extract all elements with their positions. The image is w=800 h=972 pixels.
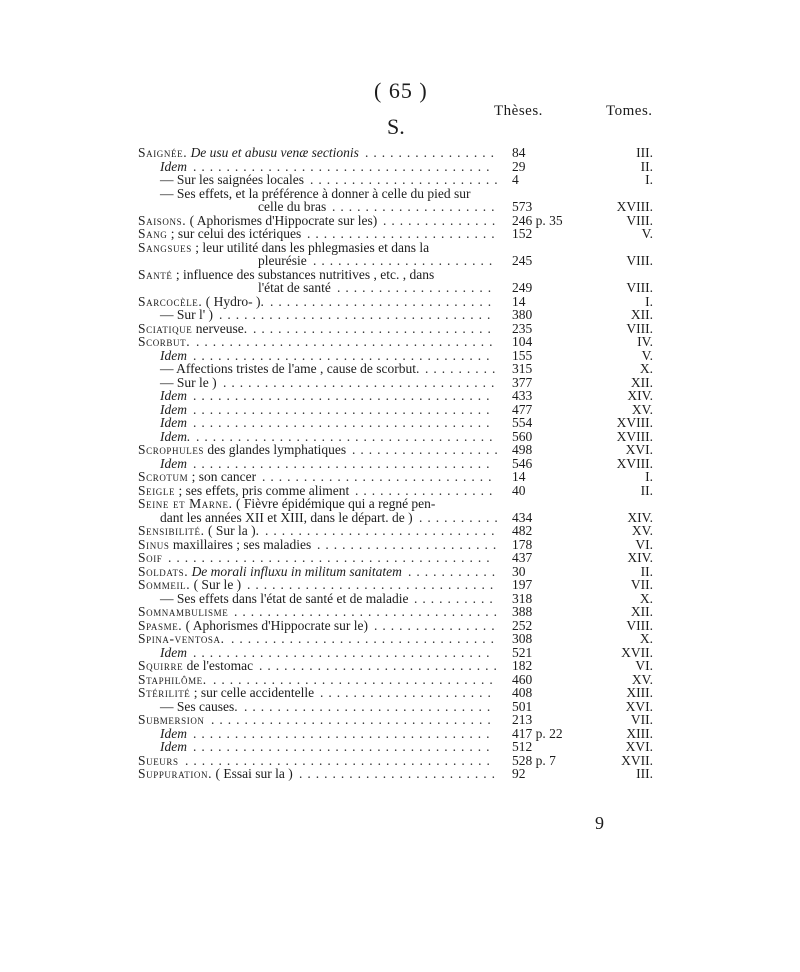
entry-text: — Sur l' ) [160,307,214,322]
entry-label [138,241,429,255]
thesis-number: 546 [512,455,533,471]
tome-number: XVIII. [616,455,653,471]
entry-heading: Somnambulisme [138,604,229,619]
index-entry [138,308,678,322]
leader-dots: .............................. [244,699,496,713]
index-entry [138,214,678,228]
entry-label [160,362,419,376]
entry-label [138,470,256,484]
index-entry [138,173,678,187]
thesis-number: 152 [512,226,533,241]
tome-number: XVII. [621,644,653,660]
thesis-number: 477 [512,401,533,417]
index-entry [138,200,678,214]
entry-heading: Sensibilité. [138,523,205,538]
index-entry [138,538,678,552]
entry-label [258,200,326,214]
tome-number: VI. [635,536,653,552]
tome-number: XIV. [627,388,653,403]
tome-number: XVIII. [616,415,653,430]
leader-dots: ...................... [313,254,498,268]
leader-dots: .................... [332,200,500,214]
entry-label [160,457,187,471]
leader-dots: ....................... [310,173,503,187]
index-entry [138,565,678,579]
entry-label [138,632,225,646]
thesis-number: 4 [512,172,519,187]
leader-dots: ...................... [317,537,502,551]
entry-heading: Sarcocèle. [138,293,203,309]
entry-label [138,227,301,241]
tome-number: I. [645,293,653,309]
entry-heading: Soif [138,550,163,565]
entry-heading: Stérilité [138,685,191,700]
entry-label [138,619,368,633]
tome-number: VIII. [626,320,653,336]
leader-dots: .................................... [193,402,495,416]
entry-label [138,322,247,336]
entry-text: Idem [160,415,187,430]
leader-dots: .................. [352,443,503,457]
thesis-number: 308 [512,631,533,646]
entry-label [160,376,217,390]
tome-number: I. [645,172,653,187]
thesis-number: 104 [512,334,533,349]
entry-text: Idem [160,347,187,363]
leader-dots: .................................... [193,348,495,362]
tome-number: XIII. [626,685,653,700]
index-entry [138,146,678,160]
entry-text: ; son cancer [188,469,257,484]
entry-text: nerveuse. [192,320,248,336]
leader-dots: ................................. [223,375,500,389]
thesis-number: 528 p. 7 [512,752,556,768]
entry-heading: Saignée. [138,145,188,160]
thesis-number: 501 [512,698,533,714]
index-entry [138,470,678,484]
leader-dots: ..................... [320,686,496,700]
index-entry [138,160,678,174]
leader-dots: ................................. [219,308,496,322]
entry-label [160,727,187,741]
entry-label [138,214,377,228]
leader-dots: .................................... [193,740,495,754]
tome-number: VIII. [626,253,653,268]
tome-number: V. [641,226,653,241]
index-entry [138,767,678,781]
entry-text: ; leur utilité dans les phlegmasies et dans la [191,239,430,255]
entry-label [138,673,207,687]
thesis-number: 235 [512,320,533,336]
entry-heading: Seine et Marne. [138,496,233,511]
tome-number: XVIII. [616,199,653,214]
entry-text: ; influence des substances nutritives , etc. , dans [172,266,435,282]
index-entry [138,497,678,511]
index-entry [138,362,678,376]
entry-text: ( Sur la ). [204,523,259,538]
thesis-number: 252 [512,617,533,633]
entry-heading: Sommeil. [138,577,191,592]
entry-text: maxillaires ; ses maladies [169,536,312,552]
entry-label [138,497,435,511]
leader-dots: ............................ [265,524,500,538]
index-entry [138,322,678,336]
entry-heading: Scorbut. [138,334,191,349]
leader-dots: .......... [419,510,503,524]
thesis-number: 482 [512,523,533,538]
entry-text: De usu et abusu venæ sectionis [187,145,359,160]
thesis-number: 434 [512,509,533,525]
thesis-number: 249 [512,280,533,295]
leader-dots: .................................... [193,456,495,470]
entry-text: — Ses effets dans l'état de santé et de maladie [160,590,409,606]
entry-label [138,767,293,781]
tome-number: V. [641,347,653,363]
thesis-number: 437 [512,550,533,565]
entry-label [258,254,307,268]
entry-heading: Soldats. [138,563,189,579]
index-entry [138,700,678,714]
entry-label [138,686,314,700]
thesis-number: 155 [512,347,533,363]
thesis-number: 315 [512,361,533,376]
entry-text: Idem [160,739,187,754]
thesis-number: 40 [512,482,526,498]
entry-heading: Sciatique [138,320,193,336]
tome-number: VIII. [626,280,653,295]
corner-mark: 9 [595,813,604,833]
entry-text: — Ses causes. [160,698,238,714]
leader-dots: .................................... [193,726,495,740]
tome-number: I. [645,469,653,484]
tome-number: XVIII. [616,428,653,444]
entry-heading: Sang [138,226,168,241]
entry-heading: Sangsues [138,239,192,255]
tome-number: II. [640,482,653,498]
thesis-number: 380 [512,307,533,322]
entry-text: Idem [160,725,187,741]
entry-label [160,430,190,444]
thesis-number: 388 [512,604,533,619]
leader-dots: ....................... [307,227,500,241]
index-entry [138,457,678,471]
thesis-number: 573 [512,199,533,214]
index-entry [138,605,678,619]
thesis-number: 178 [512,536,533,552]
tome-number: XIV. [627,509,653,525]
entry-label [160,173,304,187]
entry-label [258,281,331,295]
tome-number: III. [636,145,653,160]
section-letter: S. [387,114,405,139]
entry-label [160,403,187,417]
entry-heading: Spina-ventosa. [138,631,225,646]
leader-dots: ................... [337,281,497,295]
index-entry [138,227,678,241]
leader-dots: ................................ [231,632,499,646]
leader-dots: ........... [408,564,501,578]
leader-dots: .............. [383,213,501,227]
entry-text: de l'estomac [183,658,254,673]
tome-number: XIV. [627,550,653,565]
thesis-number: 14 [512,293,526,309]
entry-label [160,416,187,430]
tome-number: XV. [631,523,653,538]
index-entry [138,592,678,606]
thesis-number: 498 [512,442,533,457]
tome-number: VIII. [626,617,653,633]
thesis-number: 182 [512,658,533,673]
entry-text: ; ses effets, pris comme aliment [175,482,350,498]
entry-label [138,578,241,592]
leader-dots: ............................ [262,470,497,484]
index-entry [138,511,678,525]
entry-label [138,754,179,768]
entry-label [160,308,213,322]
entry-text: ; sur celle accidentelle [190,685,315,700]
leader-dots: .................................... [196,429,498,443]
entry-label [138,605,228,619]
entry-heading: Scrotum [138,469,189,484]
entry-text: ( Sur le ) [190,577,242,592]
entry-label [138,551,162,565]
entry-text: l'état de santé [258,280,331,295]
entry-heading: Staphilôme. [138,671,207,687]
tome-number: II. [640,158,653,174]
tome-number: XII. [630,604,653,619]
tome-number: XVI. [625,442,653,457]
thesis-number: 318 [512,590,533,606]
tome-number: XVI. [625,698,653,714]
entry-text: des glandes lymphatiques [204,442,347,457]
entry-heading: Sinus [138,536,170,552]
index-entry [138,754,678,768]
index-entry [138,619,678,633]
entry-label [138,659,253,673]
entry-heading: Squirre [138,658,184,673]
index-entries [138,146,678,781]
entry-label [160,511,413,525]
leader-dots: ................ [365,146,499,160]
entry-label [138,484,349,498]
leader-dots: ............... [374,618,500,632]
tome-number: VII. [630,712,653,727]
index-entry [138,349,678,363]
entry-label [138,146,359,160]
entry-heading: Saisons. [138,212,187,228]
leader-dots: ................................ [234,605,502,619]
entry-text: Idem [160,158,187,174]
index-entry [138,551,678,565]
leader-dots: .................................... [193,389,495,403]
entry-text: Idem [160,644,187,660]
tome-number: XVII. [621,752,653,768]
index-entry [138,686,678,700]
entry-text: Idem [160,401,187,417]
index-entry [138,295,678,309]
entry-label [138,713,205,727]
index-entry [138,254,678,268]
column-header-tomes: Tomes. [606,103,653,119]
thesis-number: 512 [512,739,533,754]
entry-heading: Submersion [138,712,205,727]
entry-label [138,538,311,552]
entry-label [138,443,346,457]
entry-label [138,295,264,309]
entry-label [138,335,190,349]
tome-number: VIII. [626,212,653,228]
entry-heading: Suppuration. [138,766,213,781]
index-entry [138,524,678,538]
tome-number: XII. [630,374,653,390]
leader-dots: ........................ [299,767,500,781]
leader-dots: ........................... [270,294,497,308]
column-header-theses: Thèses. [494,103,543,119]
thesis-number: 417 p. 22 [512,725,563,741]
entry-heading: Santé [138,266,173,282]
tome-number: VII. [630,577,653,592]
entry-heading: Spasme. [138,617,183,633]
entry-label [160,349,187,363]
index-entry [138,727,678,741]
thesis-number: 213 [512,712,533,727]
entry-text: ; sur celui des ictériques [167,226,302,241]
index-entry [138,376,678,390]
index-entry [138,632,678,646]
entry-label [160,592,408,606]
tome-number: XII. [630,307,653,322]
tome-number: II. [640,563,653,579]
tome-number: XV. [631,671,653,687]
entry-text: ( Hydro- ). [202,293,264,309]
index-entry [138,389,678,403]
leader-dots: .................................... [193,159,495,173]
tome-number: X. [639,631,653,646]
thesis-number: 433 [512,388,533,403]
tome-number: XIII. [626,725,653,741]
entry-label [160,187,471,201]
entry-text: De morali influxu in militum sanitatem [188,563,402,579]
thesis-number: 460 [512,671,533,687]
entry-text: ( Aphorismes d'Hippocrate sur le) [182,617,369,633]
tome-number: X. [639,361,653,376]
index-entry [138,659,678,673]
entry-label [160,740,187,754]
index-entry [138,443,678,457]
index-entry [138,484,678,498]
entry-text: ( Essai sur la ) [212,766,293,781]
thesis-number: 377 [512,374,533,390]
thesis-number: 408 [512,685,533,700]
leader-dots: .................................... [193,416,495,430]
index-entry [138,187,678,201]
leader-dots: .................................... [196,335,498,349]
leader-dots: .................................... [193,645,495,659]
thesis-number: 30 [512,563,526,579]
index-entry [138,416,678,430]
index-entry [138,241,678,255]
tome-number: VI. [635,658,653,673]
thesis-number: 29 [512,158,526,174]
thesis-number: 14 [512,469,526,484]
index-entry [138,646,678,660]
tome-number: III. [636,766,653,781]
entry-label [160,389,187,403]
index-entry [138,281,678,295]
leader-dots: ................. [355,483,498,497]
index-entry [138,740,678,754]
index-entry [138,673,678,687]
entry-label [160,646,187,660]
entry-text: — Sur le ) [160,374,217,390]
entry-text: — Affections tristes de l'ame , cause de scorbut. [160,361,420,376]
index-entry [138,268,678,282]
thesis-number: 92 [512,766,526,781]
leader-dots: ............................. [253,321,496,335]
index-entry [138,335,678,349]
thesis-number: 84 [512,145,526,160]
leader-dots: ............................. [259,659,502,673]
entry-heading: Scrophules [138,442,205,457]
entry-label [138,524,259,538]
tome-number: X. [639,590,653,606]
entry-text: Idem [160,455,187,471]
entry-heading: Seigle [138,482,176,498]
entry-label [160,160,187,174]
entry-label [138,565,402,579]
entry-text: celle du bras [258,199,327,214]
tome-number: IV. [637,334,653,349]
page-number: ( 65 ) [374,78,428,103]
leader-dots: ......... [425,362,501,376]
entry-text: ( Aphorismes d'Hippocrate sur les) [186,212,378,228]
index-entry [138,578,678,592]
entry-label [160,700,238,714]
leader-dots: .................................. [213,672,498,686]
entry-text: pleurésie [258,253,307,268]
entry-text: — Sur les saignées locales [160,172,304,187]
thesis-number: 554 [512,415,533,430]
thesis-number: 245 [512,253,533,268]
entry-text: ( Fièvre épidémique qui a regné pen- [232,496,436,511]
index-entry [138,713,678,727]
leader-dots: .............................. [247,578,499,592]
thesis-number: 246 p. 35 [512,212,563,228]
thesis-number: 560 [512,428,533,444]
tome-number: XV. [631,401,653,417]
entry-heading: Sueurs [138,752,179,768]
entry-text: Idem. [160,428,191,444]
entry-text: — Ses effets, et la préférence à donner à celle du pied sur [160,185,471,201]
index-entry [138,403,678,417]
leader-dots: ..................................... [185,753,495,767]
thesis-number: 197 [512,577,533,592]
thesis-number: 521 [512,644,533,660]
entry-text: Idem [160,388,187,403]
tome-number: XVI. [625,739,653,754]
entry-label [138,268,434,282]
leader-dots: ....................................... [168,551,495,565]
leader-dots: .................................. [211,713,496,727]
index-entry [138,430,678,444]
leader-dots: .......... [414,591,498,605]
entry-text: dant les années XII et XIII, dans le départ. de ) [160,509,413,525]
